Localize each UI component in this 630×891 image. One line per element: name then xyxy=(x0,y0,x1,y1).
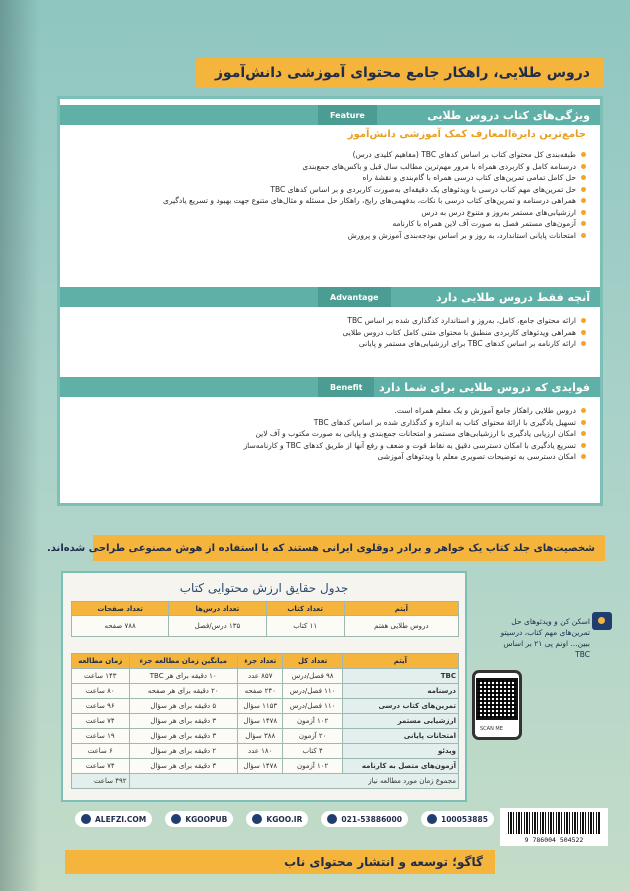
table-cell: ۲ دقیقه برای هر سؤال xyxy=(129,744,237,759)
header-title: دروس طلایی، راهکار جامع محتوای آموزشی دانش‌آموز xyxy=(214,65,590,81)
table-header: تعداد جزء xyxy=(237,654,282,669)
features-title: ویژگی‌های کتاب دروس طلایی xyxy=(427,108,590,122)
barcode-bars xyxy=(508,812,600,834)
phone-icon xyxy=(327,814,337,824)
table-row xyxy=(72,729,459,744)
list-item: تسریع یادگیری با امکان دسترسی دقیق به نقاط قوت و ضعف و رفع آنها از طریق کدهای TBC و کارنامه‌ساز xyxy=(244,440,586,452)
site-text: KGOO.IR xyxy=(266,814,303,824)
table-row xyxy=(72,744,459,759)
link-icon xyxy=(252,814,262,824)
list-item: طبقه‌بندی کل محتوای کتاب بر اساس کدهای TBC (مفاهیم کلیدی درس) xyxy=(163,149,586,161)
table-cell: ۱۴۷۸ سؤال xyxy=(237,714,282,729)
table-cell: ۱۰۲ آزمون xyxy=(283,759,342,774)
table-cell: ۱۸۰ عدد xyxy=(237,744,282,759)
list-item: حل تمرین‌های مهم کتاب درسی با ویدئوهای یک دقیقه‌ای به‌صورت کاربردی و بر اساس کدهای TBC xyxy=(163,184,586,196)
table-header: زمان مطالعه xyxy=(72,654,130,669)
barcode xyxy=(500,808,608,846)
table-cell: ۱۱۰ فصل/درس xyxy=(283,699,342,714)
table-header: تعداد کل xyxy=(283,654,342,669)
table-cell: TBC xyxy=(342,669,458,684)
table-cell: امتحانات پایانی xyxy=(342,729,458,744)
total-value: ۴۹۲ ساعت xyxy=(72,774,130,789)
table-cell: ۲۴۰ صفحه xyxy=(237,684,282,699)
table-cell: ۱۴۷۸ سؤال xyxy=(237,759,282,774)
features-subtitle: جامع‌ترین دایرةالمعارف کمک آموزشی دانش‌آموز xyxy=(347,129,586,140)
advantage-title: آنچه فقط دروس طلایی دارد xyxy=(435,290,590,304)
advantage-list xyxy=(342,315,586,350)
publisher-name: گاگو؛ توسعه و انتشار محتوای ناب xyxy=(284,855,483,869)
table-cell: ۸۵۷ عدد xyxy=(237,669,282,684)
table-cell: ۸۰ ساعت xyxy=(72,684,130,699)
website-text: ALEFZI.COM xyxy=(95,814,147,824)
table-cell: ۳ دقیقه برای هر سؤال xyxy=(129,729,237,744)
benefit-tag: Benefit xyxy=(318,377,374,397)
table-header: تعداد صفحات xyxy=(72,602,169,616)
list-item: تسهیل یادگیری با ارائهٔ محتوای کتاب به اندازه و کدگذاری شده بر اساس کدهای TBC xyxy=(244,417,586,429)
table-cell: ۱۴۳ ساعت xyxy=(72,669,130,684)
list-item: همراهی ویدئوهای کاربردی منطبق با محتوای متنی کامل کتاب دروس طلایی xyxy=(342,327,586,339)
video-camera-icon xyxy=(592,612,612,630)
table-cell: ویدئو xyxy=(342,744,458,759)
cover-note: شخصیت‌های جلد کتاب یک خواهر و برادر دوقلوی ایرانی هستند که با استفاده از هوش مصنوعی طراحی شده‌اند. xyxy=(46,542,595,554)
instagram-icon xyxy=(171,814,181,824)
list-item: امکان ارزیابی یادگیری با ارزشیابی‌های مستمر و امتحانات جمع‌بندی و پایانی به صورت مکتوب و آف لاین xyxy=(244,428,586,440)
benefit-bar xyxy=(60,377,600,397)
globe-icon xyxy=(81,814,91,824)
table-row xyxy=(72,669,459,684)
qr-caption: اسکن کن و ویدئوهای حل تمرین‌های مهم کتاب، درسیتو ببین... اونم پی ۲۱ بر اساس TBC xyxy=(500,617,590,659)
sms-icon xyxy=(427,814,437,824)
list-item: دروس طلایی راهکار جامع آموزش و یک معلم همراه است. xyxy=(244,405,586,417)
list-item: آزمون‌های مستمر فصل به صورت آف لاین همراه با کارنامه xyxy=(163,218,586,230)
list-item: ارزشیابی‌های مستمر به‌روز و متنوع درس به درس xyxy=(163,207,586,219)
table-header-row xyxy=(72,654,459,669)
list-item: همراهی درسنامه و تمرین‌های کتاب درسی با نکات، بدفهمی‌های رایج، راهکار حل مسئله و مثال‌های متنوع جهت بهبود و تسریع یادگیری xyxy=(163,195,586,207)
table-row xyxy=(72,684,459,699)
features-tag: Feature xyxy=(318,105,377,125)
table-header-row xyxy=(72,602,459,616)
total-label: مجموع زمان مورد مطالعه نیاز xyxy=(129,774,459,789)
table-cell: ۷۴ ساعت xyxy=(72,714,130,729)
list-item: ارائه کارنامه بر اساس کدهای TBC برای ارزشیابی‌های مستمر و پایانی xyxy=(342,338,586,350)
facts-table-card xyxy=(61,571,467,802)
publisher-band xyxy=(65,850,495,874)
table-header: آیتم xyxy=(342,654,458,669)
spine-shadow xyxy=(0,0,40,891)
table-cell: ۷۴ ساعت xyxy=(72,759,130,774)
benefit-list xyxy=(244,405,586,463)
table-cell: ۱۰۲ آزمون xyxy=(283,714,342,729)
features-bar xyxy=(60,105,600,125)
table-cell: ۲۰ دقیقه برای هر صفحه xyxy=(129,684,237,699)
table-cell: ۱۱۵۳ سؤال xyxy=(237,699,282,714)
cover-note-band xyxy=(46,535,605,561)
table-header: آیتم xyxy=(344,602,458,616)
benefit-title: فوایدی که دروس طلایی برای شما دارد xyxy=(379,380,590,394)
table-cell: تمرین‌های کتاب درسی xyxy=(342,699,458,714)
header-band xyxy=(196,58,604,88)
table-cell: ۱۰ دقیقه برای هر TBC xyxy=(129,669,237,684)
qr-area xyxy=(472,608,612,768)
table-cell: درسنامه xyxy=(342,684,458,699)
instagram-text: KGOOPUB xyxy=(185,814,228,824)
table-header: تعداد کتاب xyxy=(266,602,344,616)
list-item: درسنامه کامل و کاربردی همراه با مرور مهم‌ترین مطالب سال قبل و باکس‌های جمع‌بندی xyxy=(163,161,586,173)
table-header: تعداد درس‌ها xyxy=(169,602,266,616)
table-header: میانگین زمان مطالعه جزء xyxy=(129,654,237,669)
barcode-number: 9 786004 504522 xyxy=(524,836,584,844)
table-cell: ۶ ساعت xyxy=(72,744,130,759)
advantage-tag: Advantage xyxy=(318,287,391,307)
table-cell: ۱۳۵ درس/فصل xyxy=(169,616,266,637)
table-cell: ۵ دقیقه برای هر سؤال xyxy=(129,699,237,714)
site-link[interactable] xyxy=(246,811,308,827)
scan-label: SCAN ME xyxy=(480,726,503,732)
facts-table-title: جدول حقایق ارزش محتوایی کتاب xyxy=(179,581,349,595)
table-cell: ۴ کتاب xyxy=(283,744,342,759)
table-cell: ۳ دقیقه برای هر سؤال xyxy=(129,714,237,729)
phone-link[interactable] xyxy=(321,811,408,827)
website-link[interactable] xyxy=(75,811,152,827)
table-cell: ۳۸۸ سؤال xyxy=(237,729,282,744)
table-cell: ۱۱ کتاب xyxy=(266,616,344,637)
advantage-bar xyxy=(60,287,600,307)
list-item: ارائه محتوای جامع، کامل، به‌روز و استاندارد کدگذاری شده بر اساس TBC xyxy=(342,315,586,327)
table-cell: آزمون‌های متصل به کارنامه xyxy=(342,759,458,774)
table-cell: ۷۸۸ صفحه xyxy=(72,616,169,637)
table-cell: ۱۹ ساعت xyxy=(72,729,130,744)
table-cell: ۹۶ ساعت xyxy=(72,699,130,714)
table-cell: دروس طلایی هفتم xyxy=(344,616,458,637)
table-row xyxy=(72,759,459,774)
qr-code[interactable] xyxy=(476,678,518,720)
table-cell: ۲۰ آزمون xyxy=(283,729,342,744)
phone-text: 021-53886000 xyxy=(341,814,402,824)
table-cell: ۳ دقیقه برای هر سؤال xyxy=(129,759,237,774)
table-total-row xyxy=(72,774,459,789)
table-row xyxy=(72,699,459,714)
table-row xyxy=(72,714,459,729)
sms-text: 100053885 xyxy=(441,814,488,824)
list-item: امتحانات پایانی استاندارد، به روز و بر اساس بودجه‌بندی آموزش و پرورش xyxy=(163,230,586,242)
features-list xyxy=(163,149,586,241)
list-item: حل کامل تمامی تمرین‌های کتاب درسی همراه با گام‌بندی و نقشهٔ راه xyxy=(163,172,586,184)
detail-table xyxy=(71,653,459,789)
sms-link[interactable] xyxy=(421,811,494,827)
table-cell: ارزشیابی مستمر xyxy=(342,714,458,729)
table-cell: ۱۱۰ فصل/درس xyxy=(283,684,342,699)
list-item: امکان دسترسی به توضیحات تصویری معلم با ویدئوهای آموزشی xyxy=(244,451,586,463)
instagram-link[interactable] xyxy=(165,811,233,827)
table-row xyxy=(72,616,459,637)
features-card xyxy=(57,96,603,506)
table-cell: ۹۸ فصل/درس xyxy=(283,669,342,684)
summary-table xyxy=(71,601,459,637)
